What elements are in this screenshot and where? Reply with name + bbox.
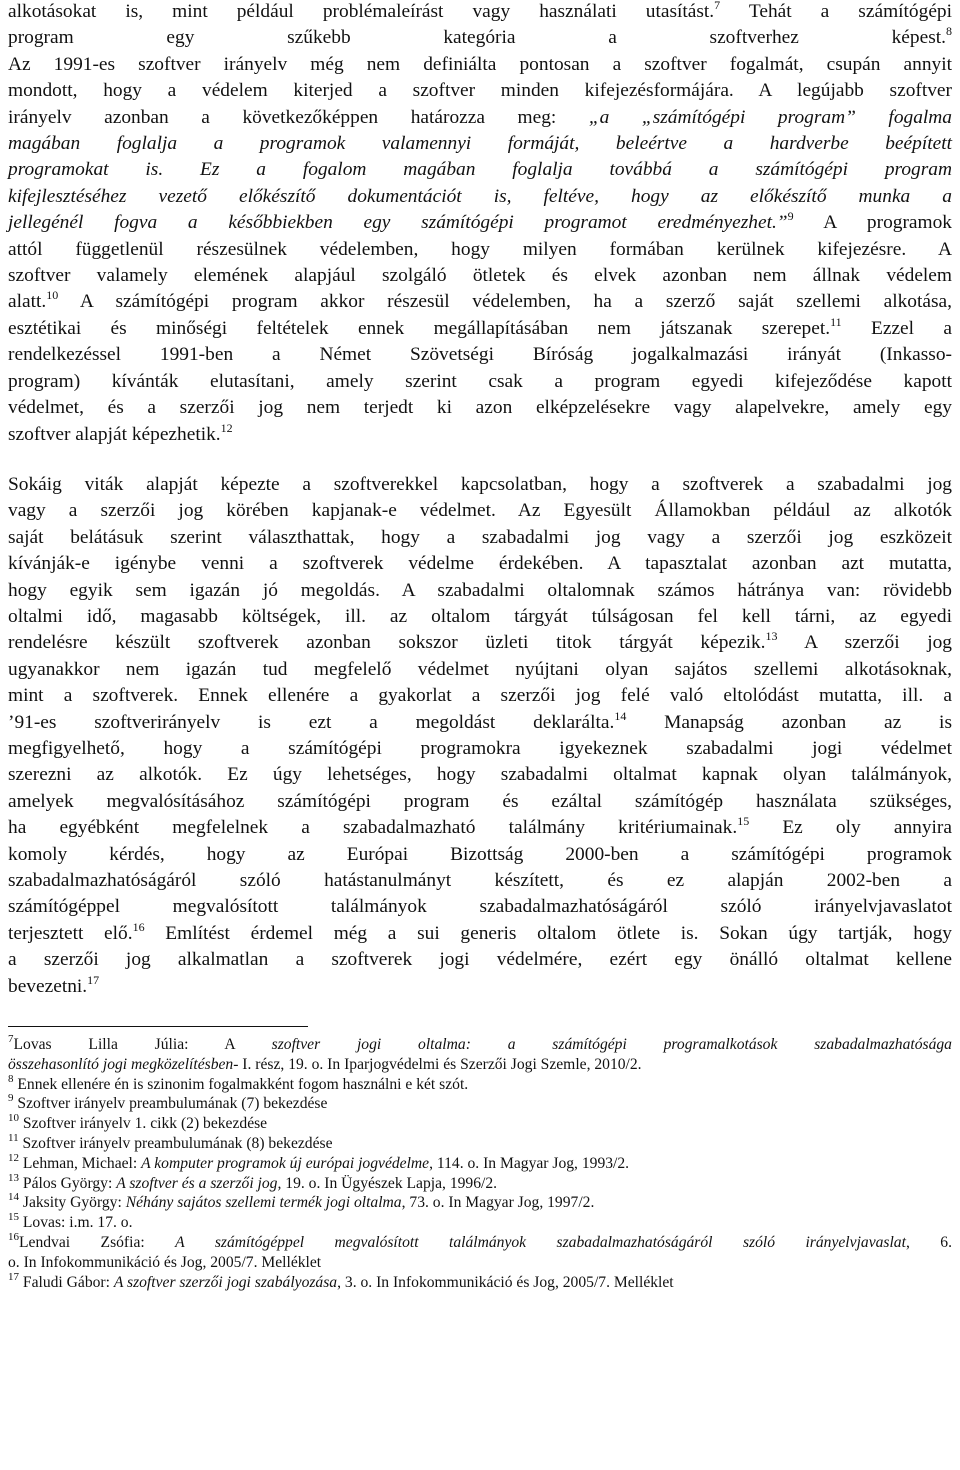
- text-line: [8, 974, 952, 1000]
- text-run: - I. rész, 19. o. In Iparjogvédelmi és Szerzői Jogi Szemle, 2010/2.: [233, 1055, 642, 1073]
- text-run: , 114. o. In Magyar Jog, 1993/2.: [429, 1154, 630, 1172]
- italic-text: Néhány sajátos szellemi termék jogi oltalma: [125, 1194, 402, 1212]
- footnote-line: [8, 1055, 952, 1075]
- text-run: program egy szűkebb kategória a szoftverhez képest.: [8, 27, 946, 49]
- italic-text: A szoftver és a szerzői jog,: [116, 1174, 282, 1192]
- text-run: Manapság azonban az is: [626, 711, 952, 733]
- text-line: [8, 868, 952, 894]
- text-run: Szoftver irányelv preambulumának (7) bekezdése: [13, 1095, 328, 1113]
- footnote: [8, 1193, 952, 1213]
- footnote-line: [8, 1072, 952, 1095]
- text-run: Szoftver irányelv preambulumának (8) bekezdése: [18, 1135, 333, 1153]
- italic-text: magában foglalja a programok valamennyi formáját, beleértve a hardverbe beépített: [8, 133, 952, 155]
- text-run: ha egyébként megfelelnek a szabadalmazható találmány kritériumainak.: [8, 817, 738, 839]
- text-line: [8, 342, 952, 368]
- footnote: [8, 1134, 952, 1154]
- text-run: szabadalmazhatóságáról szóló hatástanulmányt készített, és ez alapján 2002-ben a: [8, 870, 952, 891]
- italic-text: jellegénél fogva a későbbiekben egy számítógépi programot eredményezhet.”: [8, 212, 788, 234]
- text-run: , 73. o. In Magyar Jog, 1997/2.: [401, 1194, 595, 1212]
- footnote-line: [8, 1151, 952, 1174]
- text-line: [8, 237, 952, 263]
- text-run: Az 1991-es szoftver irányelv még nem definiálta pontosan a szoftver fogalmát, csupán annyit: [8, 53, 952, 75]
- text-line: [8, 630, 952, 656]
- text-run: esztétikai és minőségi feltételek ennek megállapításában nem játszanak szerepet.: [8, 317, 831, 339]
- footnote: [8, 1035, 952, 1075]
- text-run: alatt.: [8, 291, 47, 313]
- text-run: szoftver alapját képezhetik.: [8, 423, 221, 445]
- text-line: [8, 498, 952, 524]
- text-line: [8, 105, 952, 131]
- italic-text: szoftver jogi oltalma: a számítógépi programalkotások szabadalmazhatósága: [271, 1036, 952, 1054]
- footnote-number: 15: [8, 1211, 19, 1224]
- text-run: védelmet, és a szerzői jog nem terjedt ki azon elképzelésekre vagy alapelvekre, amely egy: [8, 397, 952, 419]
- text-run: mondott, hogy a védelem kiterjed a szoftver minden kifejezésformájára. A legújabb szoftver: [8, 80, 952, 102]
- text-run: saját belátásuk szerint választhattak, hogy a szabadalmi jog vagy a szerzői jog eszközeit: [8, 526, 952, 548]
- text-line: [8, 947, 952, 973]
- text-line: [8, 604, 952, 630]
- text-run: amelyek megvalósításához számítógépi program és ezáltal számítógép használata szükséges,: [8, 790, 952, 812]
- text-run: , 6.: [905, 1234, 952, 1251]
- footnote-number: 16: [8, 1231, 19, 1243]
- footnote-line: [8, 1094, 952, 1114]
- text-line: [8, 263, 952, 289]
- text-line: [8, 578, 952, 604]
- footnote-ref: 9: [787, 209, 794, 224]
- text-line: [8, 316, 952, 342]
- text-run: Említést érdemel még a sui generis oltalom ötlete is. Sokan úgy tartják, hogy: [144, 922, 952, 944]
- text-run: ugyanakkor nem igazán tud megfelelő védelmet nyújtani olyan sajátos szellemi alkotásoknak,: [8, 658, 952, 680]
- footnote-line: [8, 1233, 952, 1253]
- footnote-separator: [8, 1026, 308, 1027]
- footnote: [8, 1270, 952, 1293]
- text-line: [8, 25, 952, 51]
- footnote-number: 12: [8, 1151, 19, 1164]
- text-run: megfigyelhető, hogy a számítógépi programokra igyekeznek szabadalmi jogi védelmet: [8, 737, 952, 759]
- text-line: [8, 157, 952, 183]
- italic-text: A komputer programok új európai jogvédelme: [141, 1154, 430, 1172]
- text-line: [8, 422, 952, 448]
- text-run: Faludi Gábor:: [19, 1273, 114, 1291]
- text-line: [8, 657, 952, 683]
- footnote: [8, 1171, 952, 1194]
- text-run: irányelv azonban a következőképpen határozza meg:: [8, 106, 589, 128]
- footnote-line: [8, 1114, 952, 1134]
- footnote-ref: 12: [220, 420, 233, 435]
- footnote-number: 8: [8, 1072, 14, 1085]
- text-run: Jaksity György:: [19, 1194, 126, 1212]
- italic-text: A szoftver szerzői jogi szabályozása: [113, 1273, 338, 1291]
- text-line: [8, 52, 952, 78]
- footnote-number: 7: [8, 1033, 14, 1046]
- footnote-ref: 11: [830, 314, 842, 329]
- text-line: [8, 894, 952, 920]
- text-run: szoftver valamely elemének alapjául szolgáló ötletek és elvek azonban nem állnak védelem: [8, 265, 952, 287]
- footnote-line: [8, 1270, 952, 1293]
- text-line: [8, 395, 952, 421]
- text-run: rendelkezéssel 1991-ben a Német Szövetségi Bíróság jogalkalmazási irányát (Inkasso-: [8, 344, 952, 366]
- footnote-number: 14: [8, 1191, 19, 1204]
- text-run: attól függetlenül részesülnek védelemben, hogy milyen formában kerülnek kifejezésre. A: [8, 238, 952, 260]
- footnote-line: [8, 1171, 952, 1194]
- italic-text: „a „számítógépi program” fogalma: [588, 106, 952, 128]
- footnote-number: 13: [8, 1171, 19, 1184]
- footnote-ref: 8: [946, 24, 952, 39]
- footnote-ref: 15: [737, 814, 750, 829]
- text-run: A szerzői jog: [777, 632, 953, 654]
- text-run: rendelésre készült szoftverek azonban sokszor üzleti titok tárgyát képezik.: [8, 632, 766, 654]
- footnote-ref: 13: [765, 629, 778, 644]
- text-run: hogy egyik sem igazán jó megoldás. A szabadalmi oltalomnak számos hátránya van: rövidebb: [8, 579, 952, 601]
- text-run: Lehman, Michael:: [19, 1154, 142, 1172]
- text-run: terjesztett elő.: [8, 922, 133, 944]
- paragraph-gap: [8, 448, 952, 472]
- text-line: [8, 921, 952, 947]
- text-run: Pálos György:: [19, 1174, 117, 1192]
- text-line: [8, 472, 952, 498]
- text-run: Sokáig viták alapját képezte a szoftverekkel kapcsolatban, hogy a szoftverek a szabadalmi jog: [8, 473, 952, 495]
- text-run: bevezetni.: [8, 975, 88, 997]
- text-run: Tehát a számítógépi: [720, 1, 953, 22]
- footnotes: [8, 1035, 952, 1292]
- text-run: Lovas Lilla Júlia: A: [13, 1036, 272, 1054]
- text-run: Lendvai Zsófia:: [19, 1234, 176, 1251]
- text-run: program) kívánták elutasítani, amely szerint csak a program egyedi kifejeződése kapott: [8, 370, 952, 392]
- text-line: [8, 736, 952, 762]
- text-run: , 3. o. In Infokommunikáció és Jog, 2005/7. Melléklet: [337, 1273, 674, 1291]
- italic-text: kifejlesztéséhez vezető előkészítő dokumentációt is, feltéve, hogy az előkészítő munka a: [8, 185, 952, 207]
- footnote-ref: 16: [132, 919, 145, 934]
- footnote: [8, 1151, 952, 1174]
- text-run: 19. o. In Ügyészek Lapja, 1996/2.: [281, 1174, 498, 1192]
- text-line: [8, 289, 952, 315]
- text-run: oltalmi idő, magasabb költségek, ill. az oltalom tárgyát túlságosan fel kell tárni, az egyedi: [8, 605, 952, 627]
- text-line: [8, 815, 952, 841]
- text-line: [8, 525, 952, 551]
- text-run: A programok: [793, 212, 952, 234]
- text-run: kívánják-e igénybe venni a szoftverek védelme érdekében. A tapasztalat azonban azt mutatta,: [8, 553, 952, 575]
- footnote-ref: 17: [87, 972, 100, 987]
- text-line: [8, 710, 952, 736]
- text-line: [8, 131, 952, 157]
- text-run: A számítógépi program akkor részesül védelemben, ha a szerző saját szellemi alkotása,: [58, 291, 952, 313]
- text-line: [8, 683, 952, 709]
- body-paragraph-1: [8, 0, 952, 448]
- footnote-number: 11: [8, 1132, 19, 1145]
- footnote-line: [8, 1213, 952, 1233]
- italic-text: A számítógéppel megvalósított találmányok szabadalmazhatóságáról szóló irányelvjavaslat: [175, 1234, 906, 1251]
- footnote-line: [8, 1193, 952, 1213]
- text-line: [8, 551, 952, 577]
- text-run: komoly kérdés, hogy az Európai Bizottság 2000-ben a számítógépi programok: [8, 843, 952, 865]
- text-line: [8, 210, 952, 236]
- text-run: Lovas: i.m. 17. o.: [19, 1214, 133, 1232]
- text-line: [8, 184, 952, 210]
- footnote: [8, 1094, 952, 1114]
- footnote-line: [8, 1035, 952, 1055]
- text-run: vagy a szerzői jog körében kapjanak-e védelmet. Az Egyesült Államokban például az alkotók: [8, 500, 952, 522]
- text-run: Ennek ellenére én is szinonim fogalmakként fogom használni e két szót.: [13, 1075, 469, 1093]
- footnote-line: [8, 1253, 952, 1273]
- footnote-number: 10: [8, 1112, 19, 1125]
- text-line: [8, 0, 952, 25]
- text-run: szerezni az alkotók. Ez úgy lehetséges, hogy szabadalmi oltalmat kapnak olyan találmányok,: [8, 764, 952, 786]
- footnote-number: 17: [8, 1270, 19, 1283]
- text-line: [8, 78, 952, 104]
- body-paragraph-2: [8, 472, 952, 1000]
- footnote-ref: 14: [614, 708, 627, 723]
- italic-text: összehasonlító jogi megközelítésben: [8, 1055, 234, 1073]
- footnote: [8, 1072, 952, 1095]
- footnote: [8, 1114, 952, 1134]
- text-run: Ezzel a: [841, 317, 952, 339]
- italic-text: programokat is. Ez a fogalom magában foglalja továbbá a számítógépi program: [8, 159, 952, 181]
- footnote-number: 9: [8, 1092, 14, 1105]
- text-line: [8, 369, 952, 395]
- text-line: [8, 762, 952, 788]
- text-run: mint a szoftverek. Ennek ellenére a gyakorlat a szerzői jog felé való eltolódást mutatta, ill. a: [8, 685, 952, 707]
- text-run: Szoftver irányelv 1. cikk (2) bekezdése: [19, 1115, 268, 1133]
- text-run: alkotásokat is, mint például problémaleírást vagy használati utasítást.: [8, 1, 715, 22]
- text-run: Ez oly annyira: [749, 817, 952, 839]
- footnote: [8, 1233, 952, 1273]
- text-run: a szerzői jog alkalmatlan a szoftverek jogi védelmére, ezért egy önálló oltalmat kellene: [8, 949, 952, 971]
- footnote-ref: 10: [46, 288, 59, 303]
- text-line: [8, 842, 952, 868]
- text-run: o. In Infokommunikáció és Jog, 2005/7. Melléklet: [8, 1253, 322, 1271]
- footnote: [8, 1213, 952, 1233]
- footnote-ref: 7: [714, 0, 721, 12]
- text-run: ’91-es szoftverirányelv is ezt a megoldást deklarálta.: [8, 711, 615, 733]
- footnote-line: [8, 1134, 952, 1154]
- text-line: [8, 789, 952, 815]
- text-run: számítógéppel megvalósított találmányok szabadalmazhatóságáról szóló irányelvjavaslatot: [8, 896, 952, 918]
